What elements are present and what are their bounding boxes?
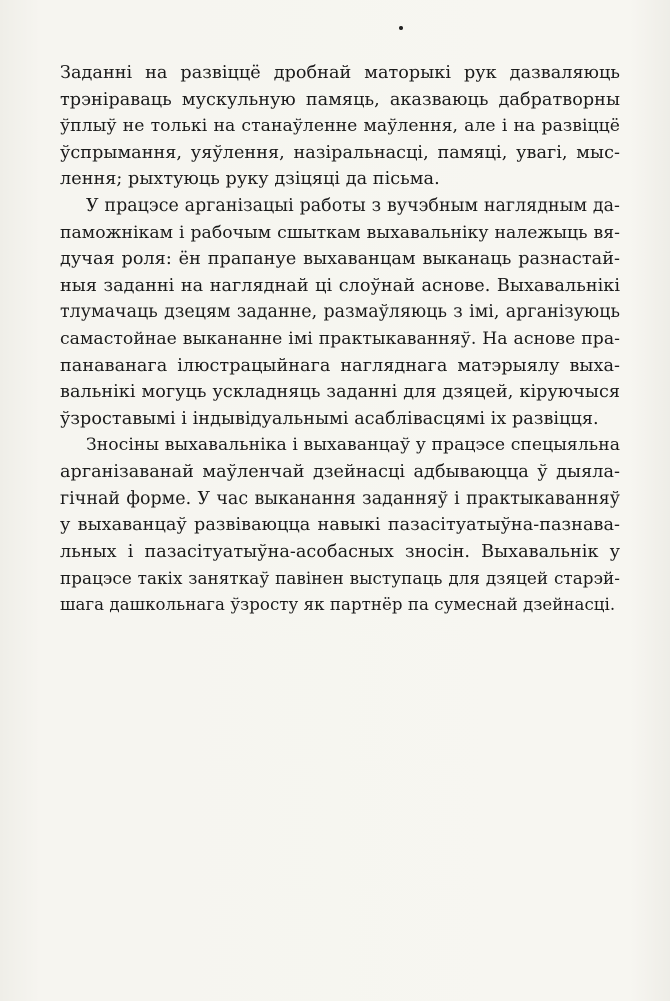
text-line: ўзроставымі і індывідуальнымі асаблівасцямі іх развіцця. xyxy=(60,408,599,429)
text-line: ўспрымання, уяўлення, назіральнасці, памяці, увагі, мыс- xyxy=(60,142,620,163)
text-line: ныя заданні на нагляднай ці слоўнай аснове. Выхавальнікі xyxy=(60,275,620,296)
text-line: шага дашкольнага ўзросту як партнёр па сумеснай дзейнасці. xyxy=(60,594,616,614)
paragraph-1 xyxy=(60,60,620,193)
text-line: льных і пазасітуатыўна-асобасных зносін. Выхавальнік у xyxy=(60,541,620,562)
text-line: тлумачаць дзецям заданне, размаўляюць з імі, арганізуюць xyxy=(60,302,620,323)
text-line: панаванага ілюстрацыйнага нагляднага матэрыялу выха- xyxy=(60,355,620,376)
text-line: лення; рыхтуюць руку дзіцяці да пісьма. xyxy=(60,169,440,190)
text-line: арганізаванай маўленчай дзейнасці адбываюцца ў дыяла- xyxy=(60,461,620,482)
paragraph-2 xyxy=(60,193,620,432)
text-line: ўплыў не толькі на станаўленне маўлення, але і на развіццё xyxy=(60,116,620,137)
text-line: Зносіны выхавальніка і выхаванцаў у працэсе спецыяльна xyxy=(86,435,620,456)
text-line: трэніраваць мускульную памяць, аказваюць дабратворны xyxy=(60,89,620,110)
paragraph-3 xyxy=(60,432,620,618)
text-line: вальнікі могуць ускладняць заданні для дзяцей, кіруючыся xyxy=(60,382,620,403)
text-line: Заданні на развіццё дробнай маторыкі рук дазваляюць xyxy=(60,63,620,83)
text-line: у выхаванцаў развіваюцца навыкі пазасітуатыўна-пазнава- xyxy=(60,515,620,536)
text-line: працэсе такіх заняткаў павінен выступаць для дзяцей старэй- xyxy=(60,568,620,589)
body-text xyxy=(60,60,620,618)
text-line: самастойнае выкананне імі практыкаванняў. На аснове пра- xyxy=(60,328,620,349)
text-line: У працэсе арганізацыі работы з вучэбным наглядным да- xyxy=(86,195,620,216)
text-line: паможнікам і рабочым сшыткам выхавальніку належыць вя- xyxy=(60,222,620,243)
print-speck xyxy=(399,26,403,30)
text-line: дучая роля: ён прапануе выхаванцам выканаць разнастай- xyxy=(60,249,620,270)
text-line: гічнай форме. У час выканання заданняў і практыкаванняў xyxy=(60,488,620,509)
